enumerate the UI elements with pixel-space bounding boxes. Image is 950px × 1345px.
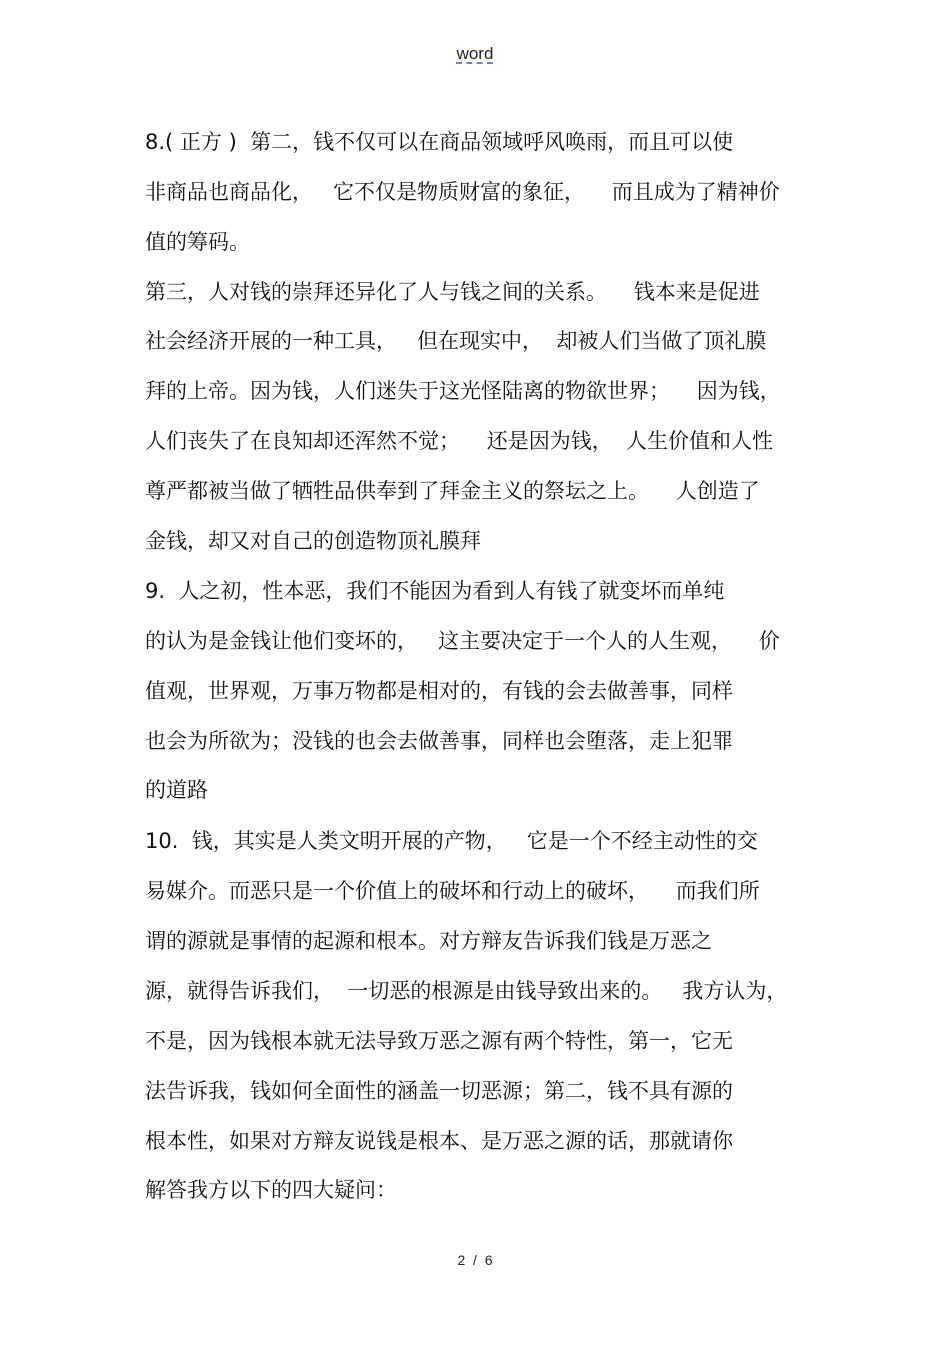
document-header (0, 44, 950, 64)
text-line: 8.( 正方 ) 第二，钱不仅可以在商品领域呼风唤雨，而且可以使 (145, 130, 734, 154)
text-line: 人们丧失了在良知却还浑然不觉； 还是因为钱， 人生价值和人性 (145, 429, 774, 453)
text-line: 不是，因为钱根本就无法导致万恶之源有两个特性，第一，它无 (145, 1029, 733, 1053)
text-line: 尊严都被当做了牺牲品供奉到了拜金主义的祭坛之上。 人创造了 (145, 479, 760, 503)
text-line: 10. 钱，其实是人类文明开展的产物， 它是一个不经主动性的交 (145, 829, 758, 853)
text-line: 也会为所欲为；没钱的也会去做善事，同样也会堕落，走上犯罪 (145, 729, 733, 753)
text-line: 9. 人之初，性本恶，我们不能因为看到人有钱了就变坏而单纯 (145, 579, 725, 603)
text-line: 非商品也商品化， 它不仅是物质财富的象征， 而且成为了精神价 (145, 180, 780, 204)
text-line: 的道路 (145, 778, 208, 802)
text-line: 根本性，如果对方辩友说钱是根本、是万恶之源的话，那就请你 (145, 1129, 733, 1153)
text-line: 值的筹码。 (145, 230, 250, 254)
text-line: 谓的源就是事情的起源和根本。对方辩友告诉我们钱是万恶之 (145, 929, 712, 953)
text-line: 解答我方以下的四大疑问： (145, 1178, 397, 1202)
text-line: 易媒介。而恶只是一个价值上的破坏和行动上的破坏， 而我们所 (145, 879, 760, 903)
text-line: 源，就得告诉我们， 一切恶的根源是由钱导致出来的。 我方认为， (145, 979, 788, 1003)
text-line: 社会经济开展的一种工具， 但在现实中， 却被人们当做了顶礼膜 (145, 329, 767, 353)
text-line: 金钱，却又对自己的创造物顶礼膜拜 (145, 529, 481, 553)
page-indicator: 2 / 6 (457, 1252, 493, 1268)
header-title: word (456, 44, 494, 63)
text-line: 拜的上帝。因为钱，人们迷失于这光怪陆离的物欲世界； 因为钱， (145, 379, 781, 403)
text-line: 值观，世界观，万事万物都是相对的，有钱的会去做善事，同样 (145, 679, 733, 703)
text-line: 第三，人对钱的崇拜还异化了人与钱之间的关系。 钱本来是促进 (145, 280, 760, 304)
text-line: 的认为是金钱让他们变坏的， 这主要决定于一个人的人生观， 价 (145, 629, 780, 653)
text-line: 法告诉我，钱如何全面性的涵盖一切恶源；第二，钱不具有源的 (145, 1079, 733, 1103)
